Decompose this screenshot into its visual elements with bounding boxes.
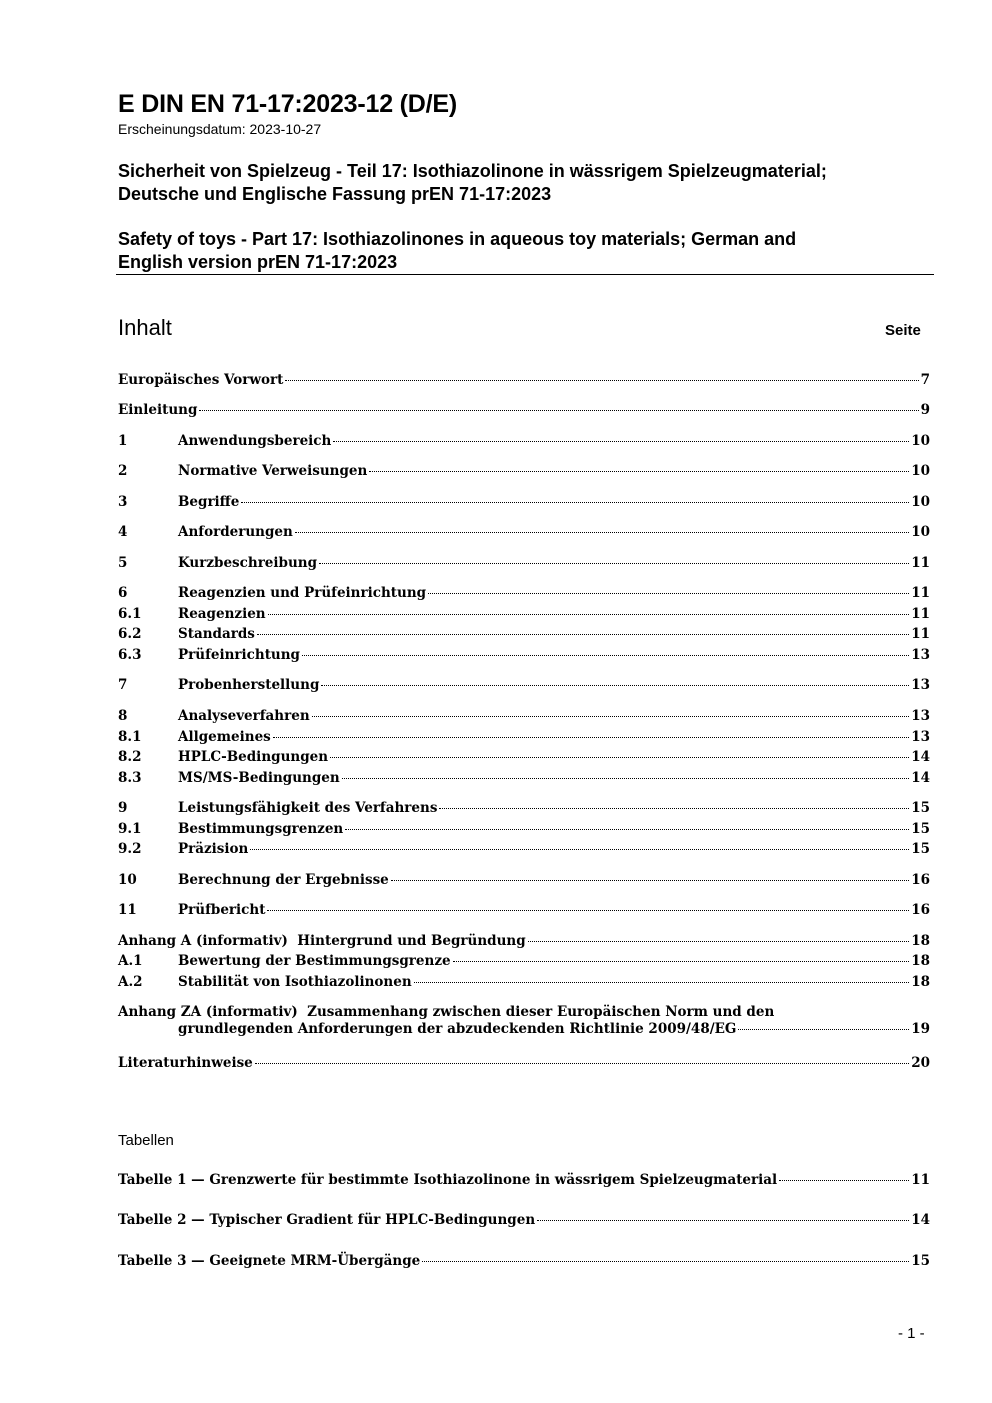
- dot-leader: [321, 685, 909, 686]
- toc-entry-9-2[interactable]: [118, 841, 930, 861]
- toc-entry-page: 15: [911, 800, 930, 816]
- title-divider: [116, 274, 934, 275]
- dot-leader: [422, 1261, 909, 1262]
- toc-entry-page: 11: [911, 606, 930, 622]
- toc-entry-title: Stabilität von Isothiazolinonen: [178, 974, 412, 990]
- toc-entry-page: 16: [911, 872, 930, 888]
- toc-entry-page: 18: [911, 933, 930, 949]
- toc-entry-title: Leistungsfähigkeit des Verfahrens: [178, 800, 438, 816]
- toc-entry-8-3[interactable]: [118, 770, 930, 790]
- toc-entry-3[interactable]: [118, 494, 930, 514]
- dot-leader: [537, 1220, 909, 1221]
- toc-entry-8-1[interactable]: [118, 729, 930, 749]
- toc-entry-page: 11: [911, 585, 930, 601]
- toc-entry-title-line-2: grundlegenden Anforderungen der abzudeckenden Richtlinie 2009/48/EG: [178, 1021, 737, 1037]
- toc-entry-page: 10: [911, 494, 930, 510]
- dot-leader: [295, 532, 909, 533]
- dot-leader: [779, 1180, 909, 1181]
- toc-entry-number: 4: [118, 524, 128, 540]
- toc-entry-number: 3: [118, 494, 128, 510]
- dot-leader: [345, 829, 909, 830]
- toc-entry-6-2[interactable]: [118, 626, 930, 646]
- toc-entry-title: Bewertung der Bestimmungsgrenze: [178, 953, 451, 969]
- dot-leader: [312, 716, 910, 717]
- toc-entry-title: Analyseverfahren: [178, 708, 310, 724]
- toc-entry-page: 15: [911, 841, 930, 857]
- toc-entry-page: 11: [911, 555, 930, 571]
- toc-entry-title: Europäisches Vorwort: [118, 372, 284, 388]
- title-german: [118, 160, 938, 206]
- toc-entry-title: Prüfeinrichtung: [178, 647, 301, 663]
- toc-entry-1[interactable]: [118, 433, 930, 453]
- table-entry-title: Tabelle 3 — Geeignete MRM-Übergänge: [118, 1253, 421, 1269]
- toc-entry-page: 13: [911, 708, 930, 724]
- toc-entry-number: 8.2: [118, 749, 142, 765]
- table-entry-title: Tabelle 2 — Typischer Gradient für HPLC-Bedingungen: [118, 1212, 536, 1228]
- toc-heading: Inhalt: [118, 315, 172, 340]
- toc-entry-number: 5: [118, 555, 128, 571]
- toc-entry-10[interactable]: [118, 872, 930, 892]
- toc-entry-title: Literaturhinweise: [118, 1055, 253, 1071]
- toc-entry-number: 9.2: [118, 841, 142, 857]
- toc-entry-number: 9.1: [118, 821, 142, 837]
- toc-entry-title: Berechnung der Ergebnisse: [178, 872, 389, 888]
- dot-leader: [333, 441, 909, 442]
- table-list-entry-3[interactable]: [118, 1253, 930, 1273]
- page-number: - 1 -: [898, 1325, 925, 1342]
- title-german-line-2: Deutsche und Englische Fassung prEN 71-17:2023: [118, 184, 552, 204]
- toc-entry-number: 2: [118, 463, 128, 479]
- toc-entry-title: Allgemeines: [178, 729, 271, 745]
- toc-entry-page: 16: [911, 902, 930, 918]
- toc-entry-page: 10: [911, 433, 930, 449]
- dot-leader: [439, 808, 909, 809]
- toc-entry-6-1[interactable]: [118, 606, 930, 626]
- toc-entry-title: Begriffe: [178, 494, 240, 510]
- toc-entry-6[interactable]: [118, 585, 930, 605]
- dot-leader: [391, 880, 909, 881]
- toc-entry-number: 9: [118, 800, 128, 816]
- dot-leader: [453, 961, 910, 962]
- title-english-line-2: English version prEN 71-17:2023: [118, 252, 398, 272]
- toc-entry-number: 6: [118, 585, 128, 601]
- toc-entry-4[interactable]: [118, 524, 930, 544]
- title-english-line-1: Safety of toys - Part 17: Isothiazolinones in aqueous toy materials; German and: [118, 229, 797, 249]
- dot-leader: [199, 410, 918, 411]
- toc-entry-title: HPLC-Bedingungen: [178, 749, 329, 765]
- toc-entry-number: 8.3: [118, 770, 142, 786]
- title-german-line-1: Sicherheit von Spielzeug - Teil 17: Isothiazolinone in wässrigem Spielzeugmaterial;: [118, 161, 827, 181]
- toc-entry-title: Bestimmungsgrenzen: [178, 821, 344, 837]
- toc-entry-6-3[interactable]: [118, 647, 930, 667]
- toc-entry-title: Anwendungsbereich: [178, 433, 332, 449]
- toc-entry-number: 11: [118, 902, 137, 918]
- toc-entry-2[interactable]: [118, 463, 930, 483]
- toc-entry-number: 6.1: [118, 606, 142, 622]
- dot-leader: [268, 614, 910, 615]
- toc-entry-number: 6.2: [118, 626, 142, 642]
- toc-entry-title: Einleitung: [118, 402, 198, 418]
- toc-entry-title: Anforderungen: [178, 524, 293, 540]
- table-entry-title: Tabelle 1 — Grenzwerte für bestimmte Isothiazolinone in wässrigem Spielzeugmaterial: [118, 1172, 778, 1188]
- toc-entry-number: 10: [118, 872, 137, 888]
- toc-entry-title: Reagenzien: [178, 606, 266, 622]
- toc-entry-8-2[interactable]: [118, 749, 930, 769]
- toc-entry-number: 8.1: [118, 729, 142, 745]
- dot-leader: [285, 380, 918, 381]
- toc-entry-page: 13: [911, 647, 930, 663]
- toc-entry-number: 7: [118, 677, 128, 693]
- toc-entry-a-2[interactable]: [118, 974, 930, 994]
- toc-entry-title: Standards: [178, 626, 255, 642]
- table-entry-page: 15: [911, 1253, 930, 1269]
- toc-entry-page: 15: [911, 821, 930, 837]
- toc-entry-9[interactable]: [118, 800, 930, 820]
- toc-entry-number: 1: [118, 433, 128, 449]
- toc-entry-page: 9: [920, 402, 930, 418]
- dot-leader: [319, 563, 909, 564]
- table-entry-page: 11: [911, 1172, 930, 1188]
- dot-leader: [428, 593, 909, 594]
- dot-leader: [255, 1063, 909, 1064]
- toc-entry-bibliography[interactable]: [118, 1055, 930, 1075]
- dot-leader: [369, 471, 909, 472]
- toc-entry-8[interactable]: [118, 708, 930, 728]
- toc-entry-title: Reagenzien und Prüfeinrichtung: [178, 585, 427, 601]
- toc-entry-title: Normative Verweisungen: [178, 463, 368, 479]
- table-entry-page: 14: [911, 1212, 930, 1228]
- toc-entry-page: 18: [911, 953, 930, 969]
- toc-entry-page: 20: [911, 1055, 930, 1071]
- dot-leader: [302, 655, 909, 656]
- toc-entry-a-1[interactable]: [118, 953, 930, 973]
- toc-entry-page: 10: [911, 524, 930, 540]
- dot-leader: [241, 502, 909, 503]
- dot-leader: [273, 737, 909, 738]
- document-id: E DIN EN 71-17:2023-12 (D/E): [118, 90, 457, 118]
- toc-entry-page: 14: [911, 749, 930, 765]
- toc-entry-page: 13: [911, 677, 930, 693]
- toc-page-column-heading: Seite: [885, 322, 921, 339]
- toc-entry-title: Probenherstellung: [178, 677, 320, 693]
- toc-entry-number: 6.3: [118, 647, 142, 663]
- title-english: [118, 228, 938, 274]
- toc-entry-number: 8: [118, 708, 128, 724]
- table-list-entry-1[interactable]: [118, 1172, 930, 1192]
- publication-date: Erscheinungsdatum: 2023-10-27: [118, 121, 322, 137]
- dot-leader: [342, 778, 909, 779]
- dot-leader: [414, 982, 910, 983]
- toc-entry-9-1[interactable]: [118, 821, 930, 841]
- toc-entry-page: 11: [911, 626, 930, 642]
- toc-entry-page: 19: [911, 1021, 930, 1037]
- dot-leader: [330, 757, 909, 758]
- toc-entry-11[interactable]: [118, 902, 930, 922]
- toc-entry-vorwort[interactable]: [118, 372, 930, 392]
- tables-heading: Tabellen: [118, 1132, 174, 1149]
- toc-entry-annex-a[interactable]: [118, 933, 930, 953]
- toc-entry-number: A.1: [118, 953, 143, 969]
- dot-leader: [738, 1029, 909, 1030]
- dot-leader: [528, 941, 910, 942]
- toc-entry-einleitung[interactable]: [118, 402, 930, 422]
- toc-entry-page: 10: [911, 463, 930, 479]
- toc-entry-title: Prüfbericht: [178, 902, 266, 918]
- toc-entry-7[interactable]: [118, 677, 930, 697]
- toc-entry-title: MS/MS-Bedingungen: [178, 770, 340, 786]
- toc-entry-title: Präzision: [178, 841, 249, 857]
- toc-entry-title: Kurzbeschreibung: [178, 555, 318, 571]
- toc-entry-page: 7: [920, 372, 930, 388]
- toc-entry-title: Anhang A (informativ) Hintergrund und Begründung: [118, 933, 526, 949]
- dot-leader: [257, 634, 909, 635]
- toc-entry-page: 13: [911, 729, 930, 745]
- toc-entry-5[interactable]: [118, 555, 930, 575]
- toc-entry-page: 14: [911, 770, 930, 786]
- toc-entry-title-line-1: Anhang ZA (informativ) Zusammenhang zwischen dieser Europäischen Norm und den: [118, 1004, 775, 1020]
- toc-entry-annex-za[interactable]: [118, 1004, 930, 1037]
- dot-leader: [250, 849, 909, 850]
- toc-entry-page: 18: [911, 974, 930, 990]
- table-list-entry-2[interactable]: [118, 1212, 930, 1232]
- toc-entry-number: A.2: [118, 974, 143, 990]
- dot-leader: [267, 910, 909, 911]
